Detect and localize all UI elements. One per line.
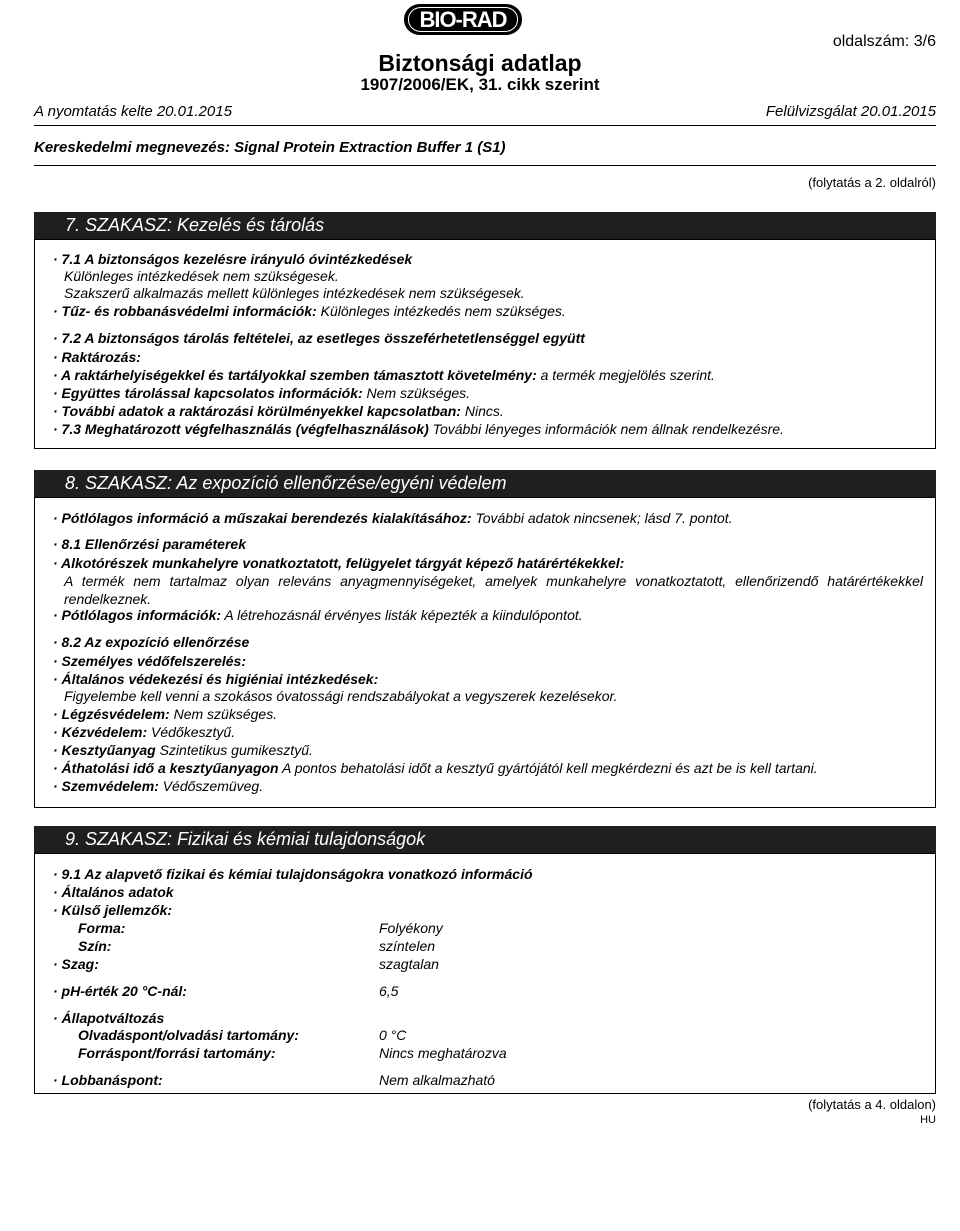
s8-value: További adatok nincsenek; lásd 7. pontot. bbox=[471, 510, 733, 526]
szin-value: színtelen bbox=[379, 938, 436, 954]
s7-line: · 7.2 A biztonságos tárolás feltételei, az esetleges összeférhetetlenséggel együtt bbox=[53, 330, 585, 346]
s8-line: · 8.1 Ellenőrzési paraméterek bbox=[53, 536, 246, 552]
language-code: HU bbox=[920, 1114, 936, 1126]
s7-line bbox=[53, 367, 715, 384]
s7-value: További lényeges információk nem állnak rendelkezésre. bbox=[428, 421, 784, 437]
ph-label: · pH-érték 20 °C-nál: bbox=[53, 983, 187, 999]
section-8-heading bbox=[34, 470, 936, 497]
s7-label: · 7.3 Meghatározott végfelhasználás (végfelhasználások) bbox=[53, 421, 429, 437]
s7-value: Különleges intézkedés nem szükséges. bbox=[316, 303, 566, 319]
trade-name: Kereskedelmi megnevezés: Signal Protein Extraction Buffer 1 (S1) bbox=[34, 139, 506, 156]
header-rule bbox=[34, 125, 936, 126]
s7-value: Nincs. bbox=[460, 403, 504, 419]
s8-line: · Általános védekezési és higiéniai intézkedések: bbox=[53, 671, 379, 687]
s7-label: · Tűz- és robbanásvédelmi információk: bbox=[53, 303, 317, 319]
s7-label: · A raktárhelyiségekkel és tartályokkal szemben támasztott követelmény: bbox=[53, 367, 537, 383]
s8-value: Védőszemüveg. bbox=[158, 778, 264, 794]
s8-line: · Alkotórészek munkahelyre vonatkoztatott, felügyelet tárgyát képező határértékekkel: bbox=[53, 555, 625, 571]
s8-label: · Áthatolási idő a kesztyűanyagon bbox=[53, 760, 279, 776]
section-7-body bbox=[34, 239, 936, 449]
s7-line: Különleges intézkedések nem szükségesek. bbox=[64, 268, 339, 284]
s8-line: · 8.2 Az expozíció ellenőrzése bbox=[53, 634, 250, 650]
allapot-label: · Állapotváltozás bbox=[53, 1010, 165, 1026]
s8-value: Nem szükséges. bbox=[169, 706, 278, 722]
ph-value: 6,5 bbox=[379, 983, 399, 999]
document-subtitle: 1907/2006/EK, 31. cikk szerint bbox=[360, 75, 600, 94]
section-7-heading bbox=[34, 212, 936, 239]
page-number: oldalszám: 3/6 bbox=[832, 33, 936, 50]
forma-value: Folyékony bbox=[379, 920, 443, 936]
section-9-title: 9. SZAKASZ: Fizikai és kémiai tulajdonságok bbox=[65, 829, 426, 849]
s8-label: · Pótlólagos információk: bbox=[53, 607, 222, 623]
olvadaspont-value: 0 °C bbox=[379, 1027, 407, 1043]
s7-line: · Raktározás: bbox=[53, 349, 141, 365]
s8-value: A létrehozásnál érvényes listák képezték a kiindulópontot. bbox=[221, 607, 583, 623]
document-title: Biztonsági adatlap bbox=[378, 50, 582, 76]
print-date: A nyomtatás kelte 20.01.2015 bbox=[34, 103, 232, 120]
s7-line bbox=[53, 403, 504, 420]
s8-label: · Légzésvédelem: bbox=[53, 706, 170, 722]
s8-label: · Szemvédelem: bbox=[53, 778, 159, 794]
s7-value: a termék megjelölés szerint. bbox=[536, 367, 715, 383]
lobbanaspont-value: Nem alkalmazható bbox=[379, 1072, 495, 1088]
s9-line: · Külső jellemzők: bbox=[53, 902, 173, 918]
s8-label: · Kézvédelem: bbox=[53, 724, 148, 740]
revision-date: Felülvizsgálat 20.01.2015 bbox=[765, 103, 936, 120]
s7-value: Nem szükséges. bbox=[362, 385, 471, 401]
s8-value: Védőkesztyű. bbox=[147, 724, 236, 740]
section-9-heading bbox=[34, 826, 936, 853]
section-8-title: 8. SZAKASZ: Az expozíció ellenőrzése/egyéni védelem bbox=[65, 473, 507, 493]
continued-to: (folytatás a 4. oldalon) bbox=[808, 1097, 936, 1112]
s8-line bbox=[53, 510, 733, 527]
szag-value: szagtalan bbox=[379, 956, 439, 972]
s8-label: · Kesztyűanyag bbox=[53, 742, 156, 758]
s9-line: · Általános adatok bbox=[53, 884, 174, 900]
s7-line bbox=[53, 303, 566, 320]
s8-value: Szintetikus gumikesztyű. bbox=[155, 742, 313, 758]
s7-line: · 7.1 A biztonságos kezelésre irányuló óvintézkedések bbox=[53, 251, 413, 267]
s9-line: · 9.1 Az alapvető fizikai és kémiai tulajdonságokra vonatkozó információ bbox=[53, 866, 533, 882]
s8-line bbox=[53, 724, 235, 741]
s8-line: · Személyes védőfelszerelés: bbox=[53, 653, 246, 669]
lobbanaspont-label: · Lobbanáspont: bbox=[53, 1072, 163, 1088]
section-8-body bbox=[34, 497, 936, 808]
s8-line bbox=[53, 742, 313, 759]
s7-label: · További adatok a raktározási körülményekkel kapcsolatban: bbox=[53, 403, 461, 419]
s8-label: · Pótlólagos információ a műszakai berendezés kialakításához: bbox=[53, 510, 472, 526]
continued-from: (folytatás a 2. oldalról) bbox=[808, 175, 936, 190]
logo-text: BIO-RAD bbox=[419, 7, 507, 32]
s7-line: Szakszerű alkalmazás mellett különleges intézkedések nem szükségesek. bbox=[64, 285, 525, 301]
s8-paragraph: A termék nem tartalmaz olyan releváns anyagmennyiségeket, amelyek munkahelyre vonatkoztatott, ellenőrizendő határértékekkel rendelkeznek. bbox=[64, 573, 923, 607]
olvadaspont-label: Olvadáspont/olvadási tartomány: bbox=[78, 1027, 299, 1043]
szag-label: · Szag: bbox=[53, 956, 99, 972]
szin-label: Szín: bbox=[78, 938, 112, 954]
s8-value: A pontos behatolási időt a kesztyű gyártójától kell megkérdezni és azt be is kell tartani. bbox=[278, 760, 818, 776]
forraspont-label: Forráspont/forrási tartomány: bbox=[78, 1045, 276, 1061]
header-rule-2 bbox=[34, 165, 936, 166]
forraspont-value: Nincs meghatározva bbox=[379, 1045, 507, 1061]
s8-line bbox=[53, 706, 277, 723]
s7-label: · Együttes tárolással kapcsolatos információk: bbox=[53, 385, 363, 401]
section-7-title: 7. SZAKASZ: Kezelés és tárolás bbox=[65, 215, 325, 235]
bio-rad-logo bbox=[404, 4, 522, 35]
s7-line bbox=[53, 421, 784, 438]
section-9-body bbox=[34, 853, 936, 1094]
s8-line bbox=[53, 760, 818, 777]
s7-line bbox=[53, 385, 470, 402]
s8-line: Figyelembe kell venni a szokásos óvatossági rendszabályokat a vegyszerek kezelésekor. bbox=[64, 688, 618, 704]
forma-label: Forma: bbox=[78, 920, 126, 936]
s8-line bbox=[53, 778, 263, 795]
s8-line bbox=[53, 607, 583, 624]
